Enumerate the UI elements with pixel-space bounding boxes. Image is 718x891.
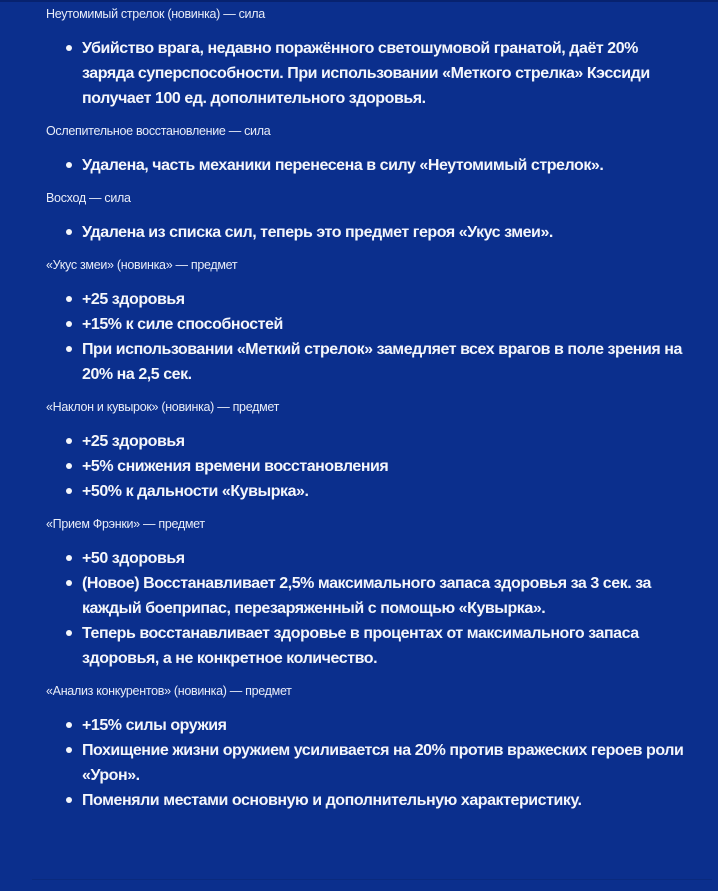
bottom-divider [32,879,712,880]
section-list [46,429,686,504]
bullet-icon [66,321,72,327]
section-list [46,287,686,387]
section-sunrise [46,190,686,245]
list-item-text: При использовании «Меткий стрелок» замедляет всех врагов в поле зрения на 20% на 2,5 сек. [82,341,682,383]
bullet-icon [66,580,72,586]
section-list [46,153,686,178]
section-heading: «Наклон и кувырок» (новинка) — предмет [46,400,280,414]
list-item [82,546,686,571]
list-item-text: (Новое) Восстанавливает 2,5% максимального запаса здоровья за 3 сек. за каждый боеприпас, перезаряженный с помощью «Кувырка». [82,575,651,617]
bullet-icon [66,555,72,561]
list-item-text: +15% силы оружия [82,717,227,734]
list-item-text: +50% к дальности «Кувырка». [82,483,309,500]
list-item-text: Теперь восстанавливает здоровье в процентах от максимального запаса здоровья, а не конкретное количество. [82,625,639,667]
list-item-text: +15% к силе способностей [82,316,283,333]
bullet-icon [66,488,72,494]
section-heading: «Прием Фрэнки» — предмет [46,517,205,531]
section-blinding-recovery [46,123,686,178]
section-relentless-gunslinger [46,6,686,111]
list-item [82,429,686,454]
bullet-icon [66,797,72,803]
list-item [82,738,686,788]
section-competitive-analysis [46,683,686,813]
list-item-text: Убийство врага, недавно поражённого светошумовой гранатой, даёт 20% заряда суперспособности. При использовании «Меткого стрелка» Кэссиди получает 100 ед. дополнительного здоровья. [82,40,650,107]
bullet-icon [66,630,72,636]
list-item-text: +25 здоровья [82,291,185,308]
section-frankie-technique [46,516,686,671]
section-tuck-and-roll [46,399,686,504]
list-item-text: Удалена из списка сил, теперь это предмет героя «Укус змеи». [82,224,553,241]
section-heading: Восход — сила [46,191,131,205]
section-heading: Неутомимый стрелок (новинка) — сила [46,7,265,21]
list-item-text: +5% снижения времени восстановления [82,458,389,475]
list-item [82,479,686,504]
list-item [82,287,686,312]
list-item [82,337,686,387]
list-item [82,713,686,738]
section-heading: Ослепительное восстановление — сила [46,124,271,138]
section-list [46,220,686,245]
bullet-icon [66,162,72,168]
section-list [46,36,686,111]
list-item [82,621,686,671]
section-list [46,546,686,671]
patch-notes-content [46,6,686,825]
list-item [82,788,686,813]
bullet-icon [66,722,72,728]
list-item-text: Похищение жизни оружием усиливается на 20% против вражеских героев роли «Урон». [82,742,684,784]
list-item-text: +50 здоровья [82,550,185,567]
list-item-text: Поменяли местами основную и дополнительную характеристику. [82,792,582,809]
bullet-icon [66,346,72,352]
bullet-icon [66,438,72,444]
bullet-icon [66,463,72,469]
bullet-icon [66,45,72,51]
list-item [82,153,686,178]
list-item [82,312,686,337]
section-heading: «Анализ конкурентов» (новинка) — предмет [46,684,292,698]
list-item [82,36,686,111]
section-snake-bite [46,257,686,387]
section-list [46,713,686,813]
bullet-icon [66,747,72,753]
list-item [82,220,686,245]
list-item-text: +25 здоровья [82,433,185,450]
bullet-icon [66,296,72,302]
list-item-text: Удалена, часть механики перенесена в силу «Неутомимый стрелок». [82,157,604,174]
section-heading: «Укус змеи» (новинка» — предмет [46,258,238,272]
bullet-icon [66,229,72,235]
list-item [82,571,686,621]
list-item [82,454,686,479]
